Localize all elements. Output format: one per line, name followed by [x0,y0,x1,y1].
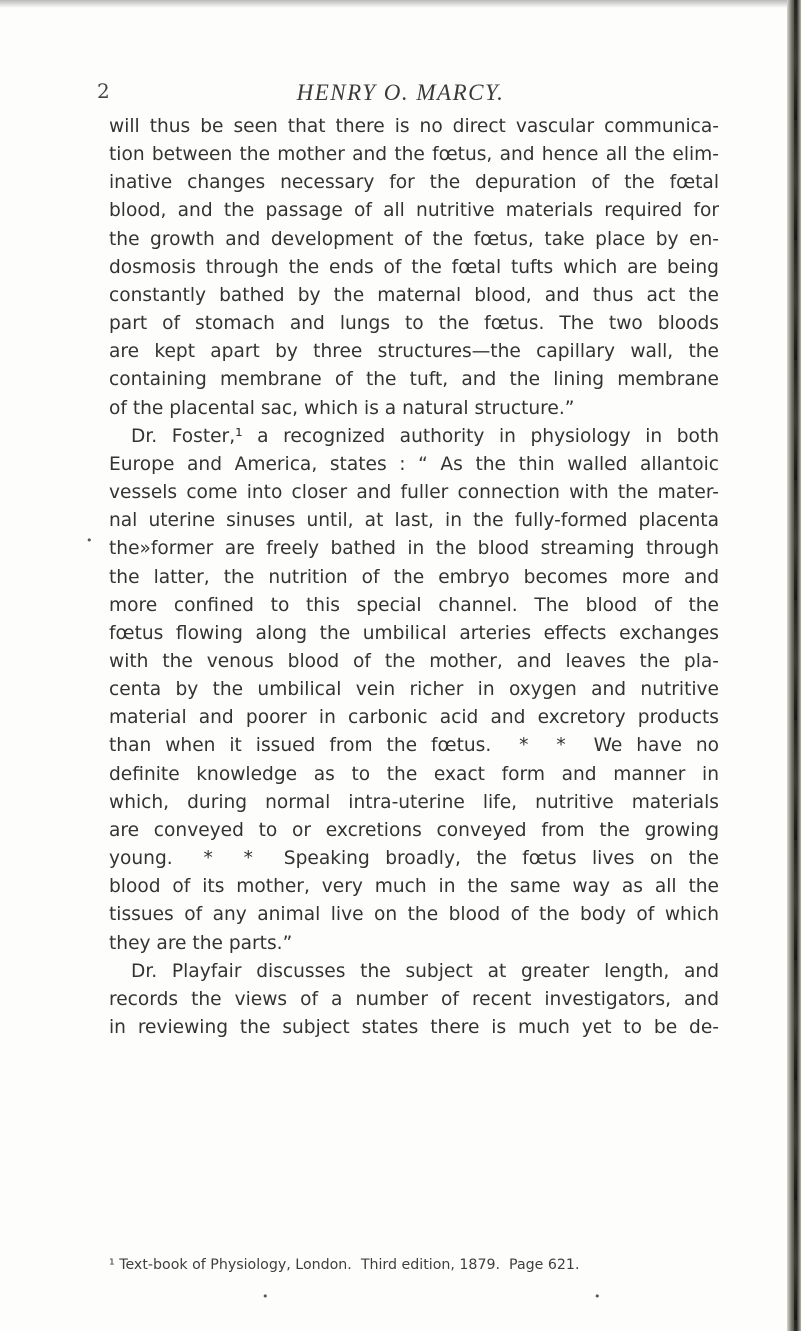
text-line: the growth and development of the fœtus, take place by en- [109,228,719,250]
text-line: nal uterine sinuses until, at last, in the fully-formed placenta [109,510,719,532]
margin-dot: • [86,534,93,547]
text-line: of the placental sac, which is a natural structure.” [109,397,575,419]
stray-mark: • [594,1290,601,1303]
text-line: blood of its mother, very much in the same way as all the [109,876,719,898]
text-line: records the views of a number of recent investigators, and [109,988,719,1010]
text-line: vessels come into closer and fuller connection with the mater- [109,482,719,504]
text-line: which, during normal intra-uterine life, nutritive materials [109,791,719,813]
text-line: constantly bathed by the maternal blood, and thus act the [109,284,719,306]
text-line: Dr. Playfair discusses the subject at greater length, and [131,960,719,982]
text-line: Dr. Foster,¹ a recognized authority in physiology in both [131,425,719,447]
text-line: are kept apart by three structures—the capillary wall, the [109,341,719,363]
text-line: definite knowledge as to the exact form and manner in [109,763,719,785]
text-line: inative changes necessary for the depuration of the fœtal [109,172,719,194]
text-line: Europe and America, states : “ As the thin walled allantoic [109,453,719,475]
text-line: more confined to this special channel. The blood of the [109,594,719,616]
text-line: blood, and the passage of all nutritive materials required for [109,200,719,222]
text-line: with the venous blood of the mother, and leaves the pla- [109,650,719,672]
text-line: are conveyed to or excretions conveyed from the growing [109,819,719,841]
text-line: than when it issued from the fœtus. * * We have no [109,735,719,757]
book-spine-shadow [794,0,797,1331]
text-line: containing membrane of the tuft, and the lining membrane [109,369,719,391]
body-text [109,113,719,1042]
page-number: 2 [97,79,110,103]
text-line: centa by the umbilical vein richer in oxygen and nutritive [109,679,719,701]
text-line: young. * * Speaking broadly, the fœtus lives on the [109,848,719,870]
text-line: they are the parts.” [109,932,293,954]
text-line: in reviewing the subject states there is much yet to be de- [109,1017,719,1038]
footnote: ¹ Text-book of Physiology, London. Third edition, 1879. Page 621. [109,1257,580,1273]
text-line: part of stomach and lungs to the fœtus. The two bloods [109,313,719,335]
page-top-shadow [0,0,801,8]
stray-dot: • [262,1290,269,1303]
text-line: tissues of any animal live on the blood of the body of which [109,904,719,926]
running-head: HENRY O. MARCY. [296,80,505,105]
text-line: will thus be seen that there is no direct vascular communica- [109,116,719,137]
text-line: dosmosis through the ends of the fœtal tufts which are being [109,256,719,278]
text-line: tion between the mother and the fœtus, and hence all the elim- [109,144,719,166]
text-line: material and poorer in carbonic acid and excretory products [109,707,719,729]
text-line: fœtus flowing along the umbilical arteries effects exchanges [109,622,719,644]
text-line: the»former are freely bathed in the blood streaming through [109,538,719,560]
text-line: the latter, the nutrition of the embryo becomes more and [109,566,719,588]
